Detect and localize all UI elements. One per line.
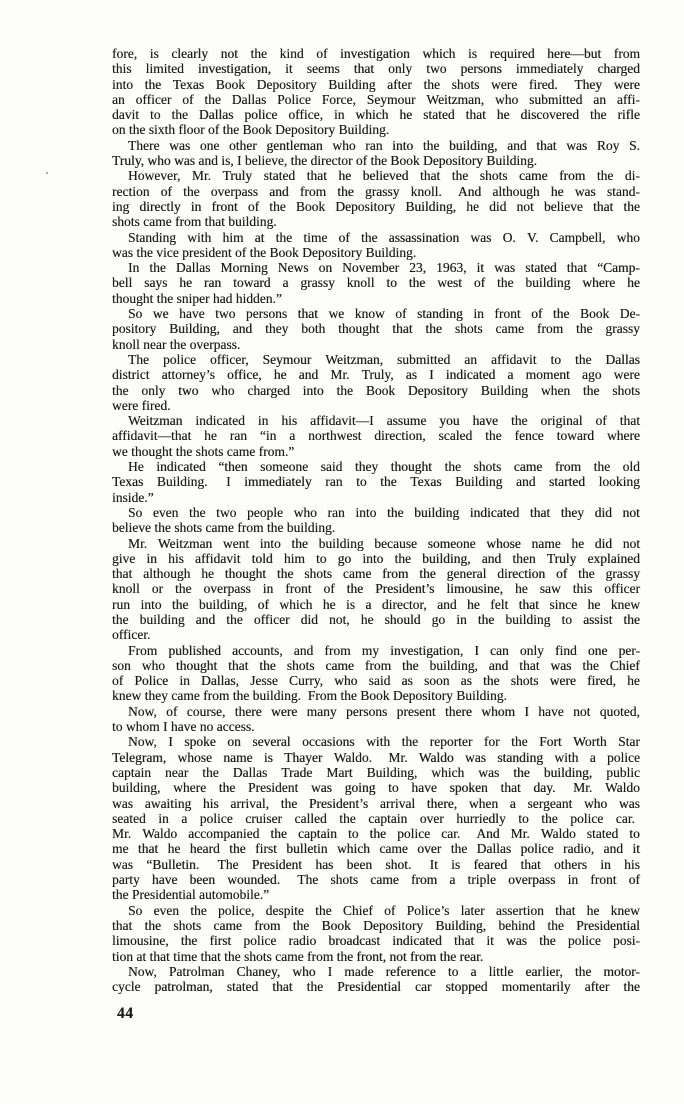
paragraph bbox=[112, 734, 640, 902]
paragraph bbox=[112, 536, 640, 643]
paragraph bbox=[112, 704, 640, 735]
paragraph bbox=[112, 46, 640, 138]
text-line: were fired. bbox=[112, 397, 171, 413]
text-line: In the Dallas Morning News on November 23, 1963, it was stated that “Camp- bbox=[128, 260, 640, 276]
text-line: believe the shots came from the building. bbox=[112, 520, 336, 536]
text-line: that the shots came from the Book Depository Building, behind the Presidential bbox=[112, 917, 640, 933]
text-line: Truly, who was and is, I believe, the director of the Book Depository Building. bbox=[112, 153, 537, 169]
text-line: Standing with him at the time of the assassination was O. V. Campbell, who bbox=[128, 229, 640, 245]
text-line: was the vice president of the Book Depository Building. bbox=[112, 244, 417, 260]
text-line: He indicated “then someone said they thought the shots came from the old bbox=[128, 459, 640, 475]
text-line: officer. bbox=[112, 627, 151, 643]
text-line: an officer of the Dallas Police Force, Seymour Weitzman, who submitted an affi- bbox=[112, 91, 640, 107]
text-line: Texas Building. I immediately ran to the Texas Building and started looking bbox=[112, 474, 640, 490]
text-line: that although he thought the shots came from the general direction of the grassy bbox=[112, 566, 640, 582]
paragraph bbox=[112, 260, 640, 306]
text-line: Mr. Weitzman went into the building because someone whose name he did not bbox=[128, 535, 640, 551]
text-line: building, where the President was going to have spoken that day. Mr. Waldo bbox=[112, 780, 640, 796]
text-line: party have been wounded. The shots came from a triple overpass in front of bbox=[112, 872, 640, 888]
text-line: shots came from that building. bbox=[112, 214, 277, 230]
text-line: knew they came from the building. From the Book Depository Building. bbox=[112, 688, 507, 704]
text-line: we thought the shots came from.” bbox=[112, 443, 295, 459]
paragraph bbox=[112, 903, 640, 964]
paragraph bbox=[112, 138, 640, 169]
text-line: pository Building, and they both thought that the shots came from the grassy bbox=[112, 321, 640, 337]
text-line: give in his affidavit told him to go into the building, and then Truly explained bbox=[112, 550, 640, 566]
text-line: affidavit—that he ran “in a northwest direction, scaled the fence toward where bbox=[112, 428, 640, 444]
paragraph bbox=[112, 352, 640, 413]
text-line: was awaiting his arrival, the President’s arrival there, when a sergeant who was bbox=[112, 795, 640, 811]
text-line: me that he heard the first bulletin which came over the Dallas police radio, and it bbox=[112, 841, 640, 857]
text-line: son who thought that the shots came from the building, and that was the Chief bbox=[112, 657, 640, 673]
paragraph bbox=[112, 306, 640, 352]
text-line: on the sixth floor of the Book Depository Building. bbox=[112, 122, 390, 138]
text-line: into the Texas Book Depository Building after the shots were fired. They were bbox=[112, 76, 640, 92]
text-line: seated in a police cruiser called the captain over hurriedly to the police car. bbox=[112, 810, 635, 826]
paragraph bbox=[112, 505, 640, 536]
text-line: run into the building, of which he is a director, and he felt that since he knew bbox=[112, 596, 640, 612]
text-line: Now, Patrolman Chaney, who I made reference to a little earlier, the motor- bbox=[128, 963, 640, 979]
page-number: 44 bbox=[117, 1005, 134, 1022]
paragraph bbox=[112, 964, 640, 979]
text-line: Telegram, whose name is Thayer Waldo. Mr. Waldo was standing with a police bbox=[112, 749, 640, 765]
text-line: thought the sniper had hidden.” bbox=[112, 290, 282, 306]
page-text bbox=[112, 46, 640, 994]
paragraph bbox=[112, 413, 640, 459]
text-line: So we have two persons that we know of standing in front of the Book De- bbox=[128, 306, 640, 322]
text-line: davit to the Dallas police office, in which he stated that he discovered the rifle bbox=[112, 107, 640, 123]
text-line: Now, I spoke on several occasions with the reporter for the Fort Worth Star bbox=[128, 734, 640, 750]
paragraph bbox=[112, 643, 640, 704]
paragraph bbox=[112, 979, 640, 994]
text-line: Weitzman indicated in his affidavit—I assume you have the original of that bbox=[128, 413, 640, 429]
text-line: fore, is clearly not the kind of investigation which is required here—but from bbox=[112, 46, 640, 61]
text-line: district attorney’s office, he and Mr. Truly, as I indicated a moment ago were bbox=[112, 367, 640, 383]
text-line: However, Mr. Truly stated that he believed that the shots came from the di- bbox=[128, 168, 640, 184]
text-line: captain near the Dallas Trade Mart Building, which was the building, public bbox=[112, 764, 640, 780]
text-line: From published accounts, and from my investigation, I can only find one per- bbox=[128, 642, 640, 658]
paragraph bbox=[112, 459, 640, 505]
paper-speck bbox=[46, 172, 48, 174]
text-line: cycle patrolman, stated that the Presidential car stopped momentarily after the bbox=[112, 979, 640, 995]
text-line: Mr. Waldo accompanied the captain to the police car. And Mr. Waldo stated to bbox=[112, 826, 640, 842]
text-line: ing directly in front of the Book Depository Building, he did not believe that the bbox=[112, 198, 640, 214]
text-line: the only two who charged into the Book Depository Building when the shots bbox=[112, 382, 640, 398]
text-line: So even the police, despite the Chief of Police’s later assertion that he knew bbox=[128, 902, 640, 918]
text-line: this limited investigation, it seems that only two persons immediately charged bbox=[112, 61, 640, 77]
text-line: knoll near the overpass. bbox=[112, 336, 241, 352]
text-line: the building and the officer did not, he should go in the building to assist the bbox=[112, 611, 640, 627]
paragraph bbox=[112, 230, 640, 261]
text-line: So even the two people who ran into the building indicated that they did not bbox=[128, 504, 640, 520]
text-line: tion at that time that the shots came from the front, not from the rear. bbox=[112, 948, 484, 964]
text-line: There was one other gentleman who ran into the building, and that was Roy S. bbox=[128, 137, 640, 153]
text-line: inside.” bbox=[112, 489, 154, 505]
text-line: bell says he ran toward a grassy knoll to the west of the building where he bbox=[112, 275, 640, 291]
text-line: limousine, the first police radio broadcast indicated that it was the police posi- bbox=[112, 933, 640, 949]
text-line: rection of the overpass and from the grassy knoll. And although he was stand- bbox=[112, 183, 640, 199]
text-line: The police officer, Seymour Weitzman, submitted an affidavit to the Dallas bbox=[128, 351, 640, 367]
text-line: to whom I have no access. bbox=[112, 719, 255, 735]
paragraph bbox=[112, 168, 640, 229]
text-line: the Presidential automobile.” bbox=[112, 887, 270, 903]
text-line: of Police in Dallas, Jesse Curry, who said as soon as the shots were fired, he bbox=[112, 673, 640, 689]
text-line: knoll or the overpass in front of the President’s limousine, he saw this officer bbox=[112, 581, 640, 597]
text-line: was “Bulletin. The President has been shot. It is feared that others in his bbox=[112, 856, 640, 872]
text-line: Now, of course, there were many persons present there whom I have not quoted, bbox=[128, 703, 640, 719]
